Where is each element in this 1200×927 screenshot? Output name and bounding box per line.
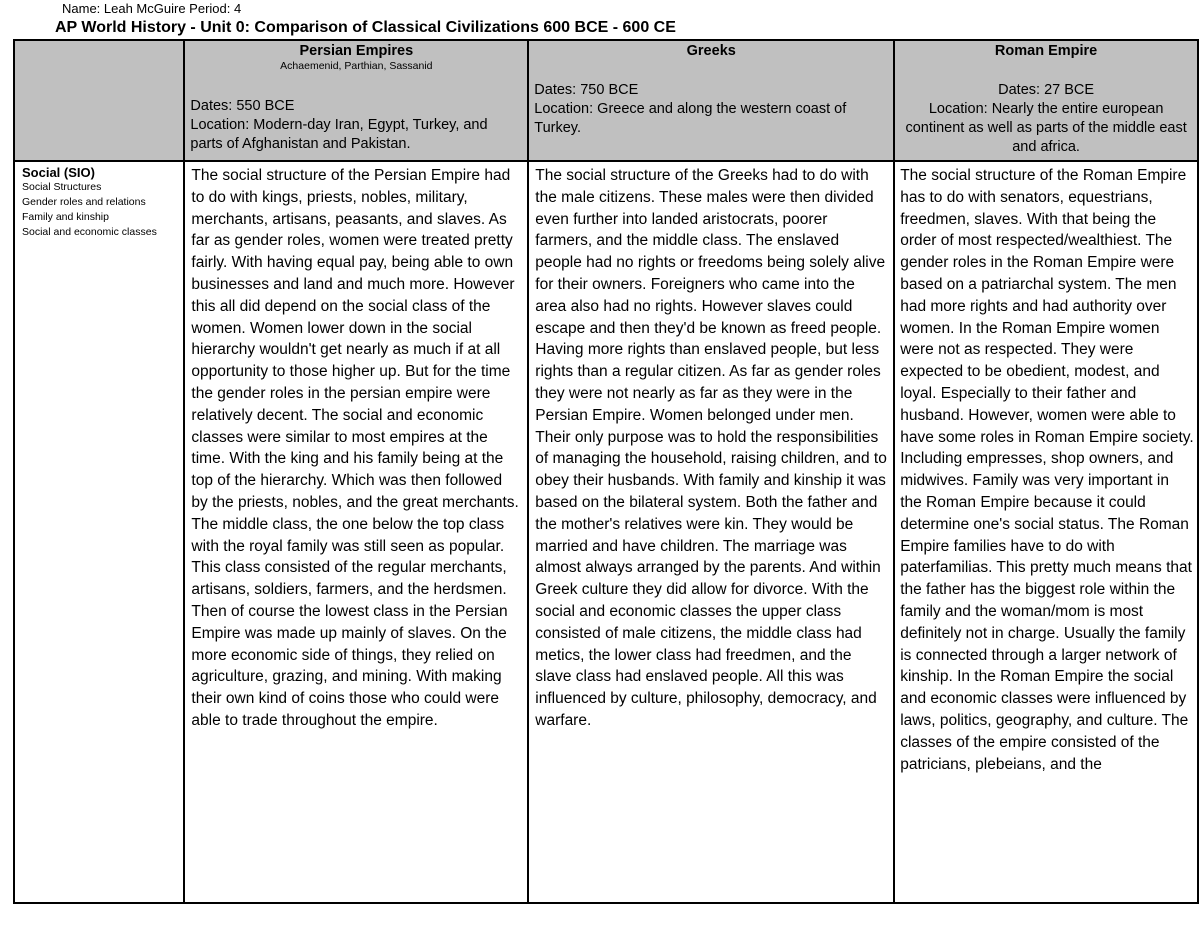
greek-dates: Dates: 750 BCE — [534, 82, 639, 98]
corner-cell — [14, 40, 184, 161]
category-item: Social Structures — [22, 181, 102, 193]
greek-header-cell — [528, 40, 894, 161]
category-item: Gender roles and relations — [22, 196, 146, 208]
social-category-title: Social (SIO) — [22, 165, 95, 180]
persian-heading: Persian Empires — [299, 43, 414, 59]
persian-dates: Dates: 550 BCE — [190, 98, 295, 114]
persian-subheading: Achaemenid, Parthian, Sassanid — [280, 60, 433, 72]
comparison-table — [13, 39, 1199, 904]
persian-header-cell — [184, 40, 528, 161]
greek-location: Location: Greece and along the western coast of Turkey. — [534, 101, 847, 136]
greek-social-cell — [528, 161, 894, 903]
document-title: AP World History - Unit 0: Comparison of Classical Civilizations 600 BCE - 600 CE — [55, 19, 676, 36]
roman-social-text: The social structure of the Roman Empire has to do with senators, equestrians, freedmen, slaves. With that being the order of most respected/wealthiest. The gender roles in the Roman Empire were based on a patriarchal system. The men had more rights and had authority over women. In the Roman Empire women were not as respected. They were expected to be obedient, modest, and loyal. Especially to their father and husband. However, women were able to have some roles in Roman Empire society. Including empresses, shop owners, and midwives. Family was very important in the Roman Empire because it could determine one's social status. The Roman Empire families have to do with paterfamilias. This pretty much means that the father has the biggest role within the family and the woman/mom is most definitely not in charge. Usually the family is connected through a larger network of kinship. In the Roman Empire the social and economic classes were influenced by laws, politics, geography, and culture. The classes of the empire consisted of the patricians, plebeians, and the — [900, 167, 1194, 773]
roman-social-cell — [894, 161, 1198, 903]
category-item: Family and kinship — [22, 211, 109, 223]
greek-heading: Greeks — [686, 43, 736, 59]
persian-social-cell — [184, 161, 528, 903]
greek-social-text: The social structure of the Greeks had to do with the male citizens. These males were then divided even further into landed aristocrats, poorer farmers, and the middle class. The enslaved people had no rights or freedoms being solely alive for their owners. Foreigners who came into the area also had no rights. However slaves could escape and then they'd be known as freed people. Having more rights than enslaved people, but less rights than a regular citizen. As far as gender roles they were not nearly as far as they were in the Persian Empire. Women belonged under men. Their only purpose was to hold the responsibilities of managing the household, raising children, and to obey their husbands. With family and kinship it was based on the bilateral system. Both the father and the mother's relatives were kin. They would be married and have children. The marriage was almost always arranged by the parents. And within Greek culture they did allow for divorce. With the social and economic classes the upper class consisted of male citizens, the middle class had metics, the lower class had freedmen, and the slave class had enslaved people. All this was influenced by culture, philosophy, democracy, and warfare. — [535, 167, 887, 729]
social-category-cell — [14, 161, 184, 903]
roman-location: Location: Nearly the entire european continent as well as parts of the middle east and africa. — [905, 101, 1187, 155]
header-row — [14, 40, 1198, 161]
persian-location: Location: Modern-day Iran, Egypt, Turkey, and parts of Afghanistan and Pakistan. — [190, 117, 488, 152]
social-row — [14, 161, 1198, 903]
roman-header-cell — [894, 40, 1198, 161]
roman-heading: Roman Empire — [994, 43, 1098, 59]
student-name-period: Name: Leah McGuire Period: 4 — [62, 1, 242, 16]
roman-dates: Dates: 27 BCE — [998, 82, 1095, 98]
persian-social-text: The social structure of the Persian Empire had to do with kings, priests, nobles, military, merchants, artisans, peasants, and slaves. As far as gender roles, women were treated pretty fairly. With having equal pay, being able to own businesses and land and much more. However this all did depend on the social class of the women. Women lower down in the social hierarchy wouldn't get nearly as much if at all opportunity to those higher up. But for the time the gender roles in the persian empire were relatively decent. The social and economic classes were similar to most empires at the time. With the king and his family being at the top of the hierarchy. Which was then followed by the priests, nobles, and the great merchants. The middle class, the one below the top class with the royal family was still seen as popular. This class consisted of the regular merchants, artisans, soldiers, farmers, and the herdsmen. Then of course the lowest class in the Persian Empire was made up mainly of slaves. On the more economic side of things, they relied on agriculture, grazing, and mining. With making their own kind of coins those who could were able to trade throughout the empire. — [191, 167, 519, 729]
category-item: Social and economic classes — [22, 226, 157, 238]
